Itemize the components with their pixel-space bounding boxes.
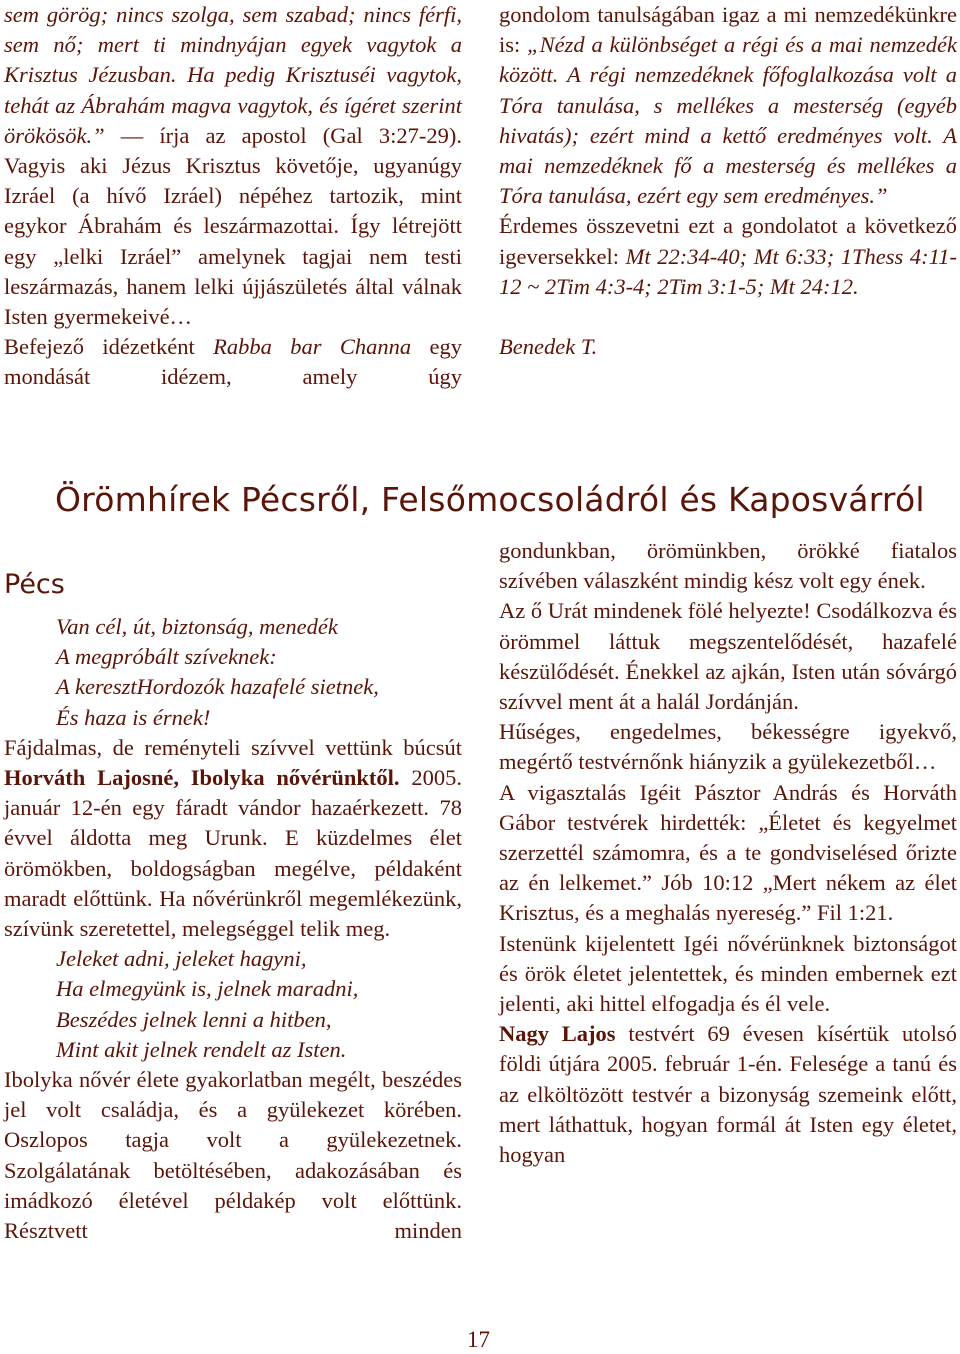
poem-line: Van cél, út, biztonság, menedék [56, 614, 338, 639]
poem-line: És haza is érnek! [56, 704, 211, 730]
text: Befejező idézetként [4, 334, 214, 360]
text: egy mondását idézem, amely úgy [4, 334, 462, 390]
bible-references: Mt 22:34-40; Mt 6:33; 1Thess 4:11-12 ~ 2Tim 4:3-4; 2Tim 3:1-5; Mt 24:12. [499, 243, 957, 299]
poem-2 [4, 944, 462, 1065]
poem-line: Mint akit jelnek rendelt az Isten. [56, 1036, 347, 1062]
paragraph: A vigasztalás Igéit Pásztor András és Horváth Gábor testvérek hirdették: „Életet és kegyelmet szerzettél számomra, és a te gondviselésed őrizte az én lelkemet.” Jób 10:12 „Mert nékem az élet Krisztus, és a meghalás nyereség.” Fil 1:21. [499, 779, 957, 926]
paragraph: Az ő Urát mindenek fölé helyezte! Csodálkozva és örömmel láttuk megszentelődését, hazafelé készülődését. Énekkel az ajkán, Isten után sóvárgó szívvel ment át a halál Jordánján. [499, 598, 957, 715]
author-name: Rabba bar Channa [213, 334, 412, 360]
paragraph [4, 733, 462, 944]
poem-line: Ha elmegyünk is, jelnek maradni, [56, 976, 359, 1002]
signature: Benedek T. [499, 334, 598, 360]
paragraph [4, 332, 462, 392]
text: testvért 69 évesen kísértük utolsó földi útjára 2005. február 1-én. Felesége a tanú és az elköltözött testvér a bizonyság szemeink előtt, mert láthattuk, hogyan formál át Isten egy életet, hogyan [499, 1021, 957, 1168]
poem-1 [4, 612, 462, 733]
text: Érdemes összevetni ezt a gondolatot a következő igeversekkel: [499, 213, 957, 269]
page-number: 17 [467, 1327, 490, 1352]
paragraph [499, 1019, 957, 1170]
paragraph [4, 0, 462, 332]
column-bottom-right [499, 536, 957, 1170]
text: gondolom tanulságában igaz a mi nemzedékünkre is: [499, 2, 957, 58]
poem-line: A megpróbált szíveknek: [56, 644, 277, 670]
quote: „Nézd a különbséget a régi és a mai nemzedék között. A régi nemzedéknek főfoglalkozása volt a Tóra tanulása, s mellékes a mesterség (egyéb hivatás); ezért mind a kettő eredményes volt. A mai nemzedéknek fő a mesterség és mellékes a Tóra tanulása, ezért egy sem eredményes.” [499, 32, 958, 209]
text: — írja az apostol (Gal 3:27-29). Vagyis aki Jézus Krisztus követője, ugyanúgy Izráel (a hívő Izráel) népéhez tartozik, mint egykor Ábrahám és leszármazottai. Így létrejött egy „lelki Izráel” amelynek tagjai nem testi leszármazás, hanem lelki újjászületés által válnak Isten gyermekeivé… [4, 122, 462, 330]
text: 2005. január 12-én egy fáradt vándor hazaérkezett. 78 évvel áldotta meg Urunk. E küzdelmes élet örömökben, boldogságban megélve, példaként maradt előttünk. Ha nővérünkről megemlékezünk, szívünk szeretettel, melegséggel telik meg. [4, 765, 462, 942]
deceased-name: Horváth Lajosné, Ibolyka nővérünktől. [4, 765, 400, 791]
deceased-name: Nagy Lajos [499, 1021, 616, 1047]
column-top-right [499, 0, 957, 362]
paragraph: Istenünk kijelentett Igéi nővérünknek biztonságot és örök életet jelentettek, és minden embernek ezt jelenti, aki hittel elfogadja és él vele. [499, 930, 957, 1017]
poem-line: Beszédes jelnek lenni a hitben, [56, 1006, 332, 1032]
section-heading: Örömhírek Pécsről, Felsőmocsoládról és Kaposvárról [55, 480, 925, 519]
poem-line: A keresztHordozók hazafelé sietnek, [56, 674, 379, 700]
text: Fájdalmas, de reményteli szívvel vettünk búcsút [4, 734, 462, 760]
paragraph [499, 0, 957, 211]
paragraph: gondunkban, örömünkben, örökké fiatalos szívében válaszként mindig kész volt egy ének. [499, 538, 957, 594]
column-bottom-left [4, 568, 462, 1246]
section-title-pecs: Pécs [4, 569, 65, 600]
paragraph [499, 211, 957, 302]
paragraph: Hűséges, engedelmes, békességre igyekvő, megértő testvérnőnk hiányzik a gyülekezetből… [499, 719, 957, 775]
column-top-left [4, 0, 462, 393]
poem-line: Jeleket adni, jeleket hagyni, [56, 946, 307, 972]
paragraph: Ibolyka nővér élete gyakorlatban megélt, beszédes jel volt családja, és a gyülekezet körében. Oszlopos tagja volt a gyülekezetnek. Szolgálatának betöltésében, adakozásában és imádkozó életével példakép volt előttünk. Résztvett minden [4, 1067, 462, 1244]
galatians-quote: sem görög; nincs szolga, sem szabad; nincs férfi, sem nő; mert ti mindnyájan egyek vagytok a Krisztus Jézusban. Ha pedig Krisztuséi vagytok, tehát az Ábrahám magva vagytok, és ígéret szerint örökösök.” [4, 2, 462, 148]
